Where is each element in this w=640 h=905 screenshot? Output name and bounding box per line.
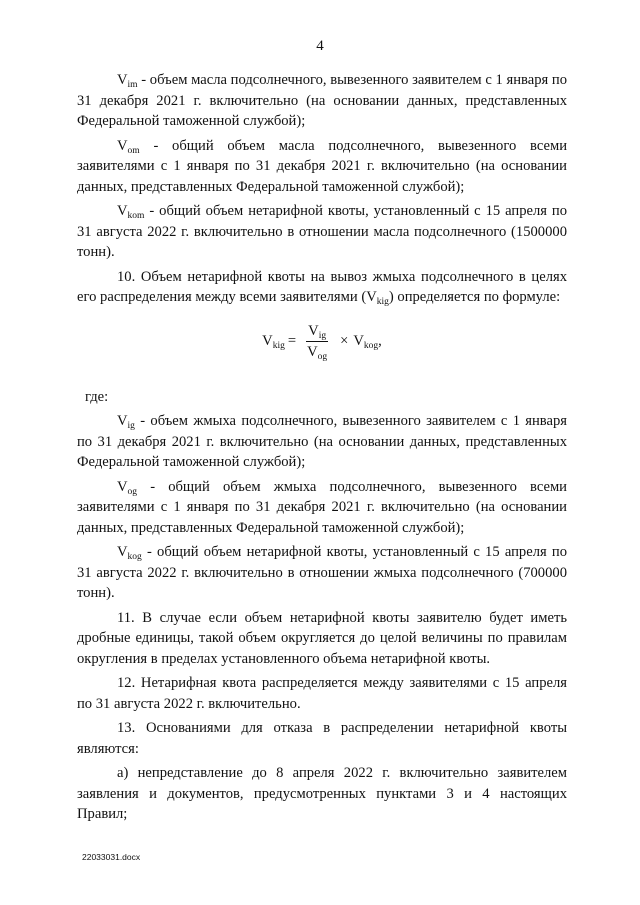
symbol: $V_{kig}$ xyxy=(366,289,389,307)
paragraph-12: 12. Нетарифная квота распределяется между заявителями с 15 апреля по 31 августа 2022 г. включительно. xyxy=(77,675,567,712)
page-number: 4 xyxy=(316,38,324,54)
symbol: $V_{og}$ xyxy=(117,478,138,497)
definition-v-om: $V_{om}$ - общий объем масла подсолнечного, вывезенного всеми заявителями с 1 января по 31 декабря 2021 г. включительно (на основании данных, представленных Федеральной таможенной службой); xyxy=(77,137,567,195)
symbol: $V_{ig}$ xyxy=(117,413,135,431)
definition-v-og: $V_{og}$ - общий объем жмыха подсолнечного, вывезенного всеми заявителями с 1 января по 31 декабря 2021 г. включительно (на основании данных, представленных Федеральной таможенной службой); xyxy=(77,478,567,536)
paragraph-13: 13. Основаниями для отказа в распределении нетарифной квоты являются: xyxy=(77,720,567,757)
paragraph-11: 11. В случае если объем нетарифной квоты заявителю будет иметь дробные единицы, такой объем округляется до целой величины по правилам округления в пределах установленного объема нетарифной квоты. xyxy=(77,609,567,667)
where-label: где: xyxy=(85,388,109,405)
formula: $V_{kig}$ = $\frac{V_{ig}}{V_{og}}$ × $V_{kog}$ , xyxy=(262,322,382,362)
symbol: $V_{im}$ xyxy=(117,72,138,90)
paragraph-13a: а) непредставление до 8 апреля 2022 г. включительно заявителем заявления и документов, предусмотренных пунктами 3 и 4 настоящих Правил; xyxy=(77,765,567,822)
symbol: $V_{kom}$ xyxy=(117,203,145,221)
definition-v-kog: $V_{kog}$ - общий объем нетарифной квоты, установленный с 15 апреля по 31 августа 2022 г. включительно в отношении жмыха подсолнечного (700000 тонн). xyxy=(77,544,567,601)
definition-v-kom: $V_{kom}$ - общий объем нетарифной квоты, установленный с 15 апреля по 31 августа 2022 г. включительно в отношении масла подсолнечного (1500000 тонн). xyxy=(77,203,567,260)
document-body xyxy=(77,70,567,829)
file-name-footer: 22033031.docx xyxy=(82,852,141,862)
symbol: $V_{om}$ xyxy=(117,137,140,156)
symbol: $V_{kog}$ xyxy=(117,544,142,562)
fraction: $\frac{V_{ig}}{V_{og}}$ xyxy=(307,322,328,362)
definition-v-ig: $V_{ig}$ - объем жмыха подсолнечного, вывезенного заявителем с 1 января по 31 декабря 2021 г. включительно (на основании данных, представленных Федеральной таможенной службой); xyxy=(77,413,567,470)
definition-v-im: $V_{im}$ - объем масла подсолнечного, вывезенного заявителем с 1 января по 31 декабря 2021 г. включительно (на основании данных, представленных Федеральной таможенной службой); xyxy=(77,72,567,129)
paragraph-10: 10. Объем нетарифной квоты на вывоз жмыха подсолнечного в целях его распределения между всеми заявителями $(V_{kig})$ определяется по формуле: xyxy=(77,268,567,307)
